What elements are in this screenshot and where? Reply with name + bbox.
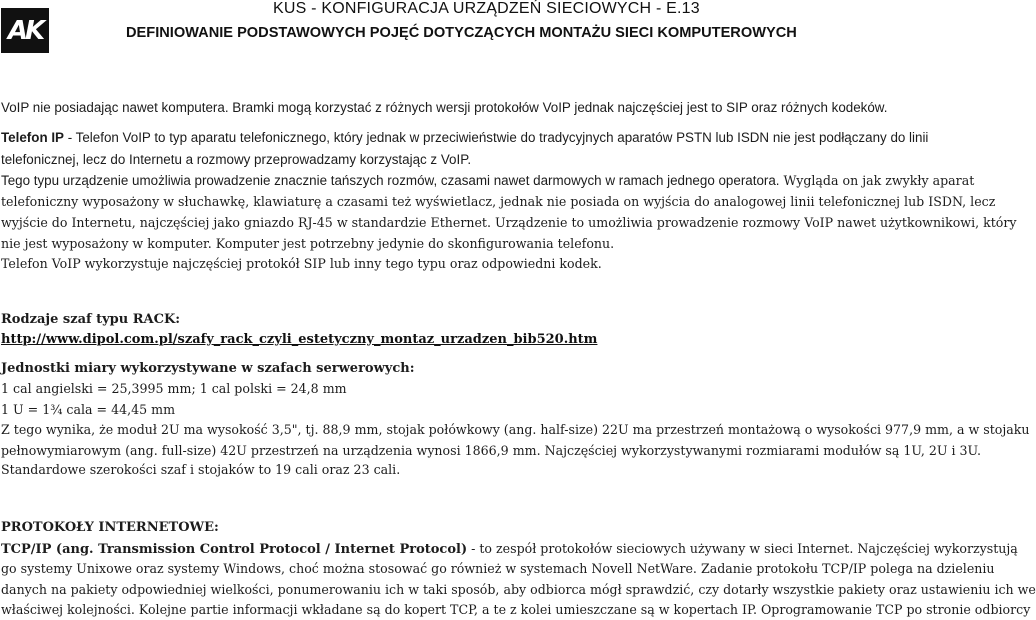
telefon-ip-def: - Telefon VoIP to typ aparatu telefonicznego, który jednak w przeciwieństwie do tradycyjnych aparatów PSTN lub ISDN nie jest podłączany do linii <box>64 130 929 145</box>
units-line-3: Z tego wynika, że moduł 2U ma wysokość 3,5", tj. 88,9 mm, stojak połówkowy (ang. half-size) 22U ma przestrzeń montażową o wysokości 977,9 mm, a w stojaku <box>1 422 1030 437</box>
units-line-5: Standardowe szerokości szaf i stojaków to 19 cali oraz 23 cali. <box>1 462 401 477</box>
units-heading: Jednostki miary wykorzystywane w szafach serwerowych: <box>1 361 415 376</box>
logo-text: AK <box>7 15 43 46</box>
telefon-ip-para2-line-3: wyjście do Internetu, najczęściej jako gniazdo RJ-45 w standardzie Ethernet. Urządzenie to umożliwia prowadzenie rozmowy VoIP nawet użytkownikowi, który <box>1 215 1017 230</box>
telefon-ip-para2-line-2: telefoniczny wyposażony w słuchawkę, klawiaturę a czasami też wyświetlacz, jednak nie posiada on wyjścia do analogowej linii telefonicznej lub ISDN, lecz <box>1 194 996 209</box>
units-line-4: pełnowymiarowym (ang. full-size) 42U przestrzeń na urządzenia wynosi 1866,9 mm. Najczęściej wykorzystywanymi rozmiarami modułów są 1U, 2U i 3U. <box>1 443 982 458</box>
para2-sentence: Tego typu urządzenie umożliwia prowadzenie znacznie tańszych rozmów, czasami nawet darmowych w ramach jednego operatora. <box>1 173 780 188</box>
telefon-ip-para2-line-4: nie jest wyposażony w komputer. Komputer jest potrzebny jedynie do skonfigurowania telefonu. <box>1 236 615 251</box>
protocols-heading: PROTOKOŁY INTERNETOWE: <box>1 520 219 535</box>
tcpip-def: - to zespół protokołów sieciowych używany w sieci Internet. Najczęściej wykorzystują <box>467 541 1018 556</box>
telefon-ip-line-1 <box>1 128 928 148</box>
protocols-line-2: go systemy Unixowe oraz systemy Windows, choć można stosować go również w systemach Novell NetWare. Zadanie protokołu TCP/IP polega na dzieleniu <box>1 561 995 576</box>
rack-link[interactable]: http://www.dipol.com.pl/szafy_rack_czyli_estetyczny_montaz_urzadzen_bib520.htm <box>1 332 598 347</box>
telefon-ip-line-2: telefonicznej, lecz do Internetu a rozmowy przeprowadzamy korzystając z VoIP. <box>1 152 472 167</box>
units-line-2: 1 U = 1¾ cala = 44,45 mm <box>1 402 176 417</box>
telefon-ip-term: Telefon IP <box>1 130 64 145</box>
page-header <box>0 0 959 62</box>
rack-heading: Rodzaje szaf typu RACK: <box>1 312 181 327</box>
voip-intro: VoIP nie posiadając nawet komputera. Bramki mogą korzystać z różnych wersji protokołów VoIP jednak najczęściej jest to SIP oraz różnych kodeków. <box>1 100 888 115</box>
protocols-line-3: danych na pakiety odpowiedniej wielkości, ponumerowaniu ich w taki sposób, aby odbiorca mógł sprawdzić, czy dotarły wszystkie pakiety oraz ustawieniu ich we <box>1 582 1036 597</box>
protocols-line-1 <box>1 539 1018 560</box>
units-line-1: 1 cal angielski = 25,3995 mm; 1 cal polski = 24,8 mm <box>1 381 347 396</box>
logo <box>1 8 49 53</box>
protocols-line-4: właściwej kolejności. Kolejne partie informacji wkładane są do kopert TCP, a te z kolei umieszczane są w kopertach IP. Oprogramowanie TCP po stronie odbiorcy <box>1 602 1031 617</box>
para2-tail: Wygląda on jak zwykły aparat <box>779 173 975 188</box>
tcpip-term: TCP/IP (ang. Transmission Control Protocol / Internet Protocol) <box>1 542 468 557</box>
header-title: KUS - KONFIGURACJA URZĄDZEŃ SIECIOWYCH - E.13 <box>273 0 700 17</box>
telefon-ip-para2-line-1 <box>1 171 974 191</box>
header-subtitle: DEFINIOWANIE PODSTAWOWYCH POJĘĆ DOTYCZĄCYCH MONTAŻU SIECI KOMPUTEROWYCH <box>126 25 797 41</box>
telefon-ip-para2-line-5: Telefon VoIP wykorzystuje najczęściej protokół SIP lub inny tego typu oraz odpowiedni kodek. <box>1 256 602 271</box>
